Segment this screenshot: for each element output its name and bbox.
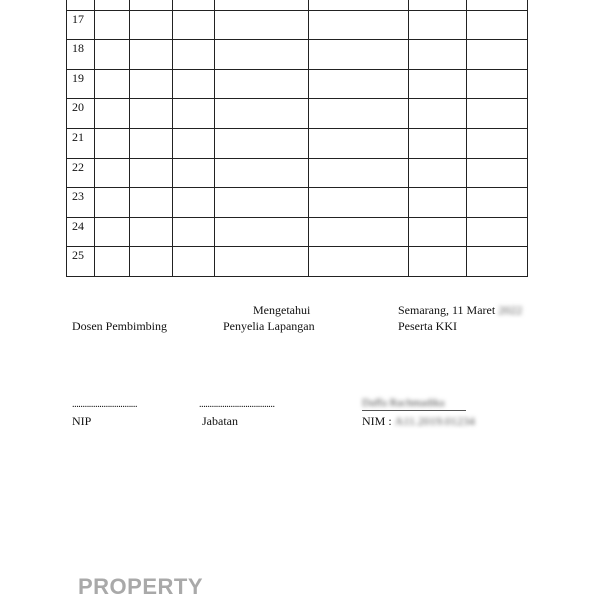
table-cell [215,69,309,99]
place-date [398,303,522,317]
table-cell [215,158,309,188]
table-cell [309,128,409,158]
table-cell [467,188,528,218]
table-cell [95,0,130,10]
table-cell [173,10,215,40]
student-id-redacted: A11.2019.01234 [394,414,475,428]
table-cell [215,40,309,70]
table-cell [173,128,215,158]
table-cell [95,188,130,218]
table-cell [467,0,528,10]
table-cell [467,158,528,188]
participant-name-redacted: Daffa Rachmadika [362,397,445,409]
table-cell [95,99,130,129]
table-cell [130,128,173,158]
table-cell [409,99,467,129]
activity-log-table [66,0,528,277]
table-row [67,10,528,40]
table-row [67,158,528,188]
table-cell [409,217,467,247]
participant-signature-line [362,410,466,411]
table-cell [130,40,173,70]
table-row [67,0,528,10]
table-cell [409,10,467,40]
table-cell [309,247,409,277]
table-cell [409,40,467,70]
row-number-cell: 22 [67,158,95,188]
place-date-text: Semarang, 11 Maret [398,303,496,317]
participant-role-label: Peserta KKI [398,319,457,333]
table-cell [95,247,130,277]
table-cell [309,217,409,247]
table-cell [467,40,528,70]
table-cell [409,0,467,10]
row-number-cell: 19 [67,69,95,99]
table-row [67,99,528,129]
table-cell [130,247,173,277]
table-cell [409,128,467,158]
table-cell [467,99,528,129]
table-cell [95,69,130,99]
table-cell [215,10,309,40]
table-row [67,128,528,158]
table-cell [467,69,528,99]
row-number-cell: 18 [67,40,95,70]
table-cell [130,158,173,188]
table-cell [215,217,309,247]
table-cell [95,217,130,247]
table-cell [309,0,409,10]
table-cell [130,217,173,247]
student-id-label: NIM : [362,414,392,428]
watermark-text: PROPERTY [78,574,204,599]
table-cell [309,188,409,218]
table-cell [409,158,467,188]
table-cell [309,99,409,129]
table-cell [173,247,215,277]
row-number-cell: 23 [67,188,95,218]
row-number-cell: 17 [67,10,95,40]
table-cell [130,69,173,99]
table-cell [95,40,130,70]
table-cell [309,69,409,99]
row-number-cell: 20 [67,99,95,129]
table-cell [130,99,173,129]
table-cell [409,188,467,218]
table-cell [409,69,467,99]
table-cell [95,10,130,40]
nip-label: NIP [72,414,92,428]
row-number-cell: 24 [67,217,95,247]
supervisor-role-label: Dosen Pembimbing [72,319,167,333]
table-cell [130,10,173,40]
row-number-cell [67,0,95,10]
table-cell [173,69,215,99]
table-row [67,247,528,277]
field-supervisor-role-label: Penyelia Lapangan [223,319,315,333]
table-cell [173,0,215,10]
table-cell [215,247,309,277]
date-year-redacted: 2022 [498,303,523,317]
table-cell [309,10,409,40]
acknowledged-heading: Mengetahui [253,303,311,317]
table-cell [309,158,409,188]
table-cell [467,217,528,247]
table-cell [467,10,528,40]
table-cell [467,247,528,277]
table-cell [173,99,215,129]
table-cell [173,217,215,247]
table-cell [95,158,130,188]
table-cell [130,188,173,218]
table-cell [95,128,130,158]
table-cell [173,188,215,218]
table-cell [409,247,467,277]
table-cell [173,158,215,188]
table-row [67,188,528,218]
table-cell [309,40,409,70]
table-cell [215,0,309,10]
row-number-cell: 25 [67,247,95,277]
table-cell [173,40,215,70]
table-row [67,217,528,247]
position-label: Jabatan [202,414,238,428]
table-cell [130,0,173,10]
table-row [67,69,528,99]
table-row [67,40,528,70]
field-supervisor-signature-line: .................................... [199,399,275,410]
row-number-cell: 21 [67,128,95,158]
student-id [362,414,475,428]
table-cell [215,99,309,129]
supervisor-signature-line: ............................... [72,399,138,410]
table-cell [467,128,528,158]
table-cell [215,128,309,158]
table-cell [215,188,309,218]
